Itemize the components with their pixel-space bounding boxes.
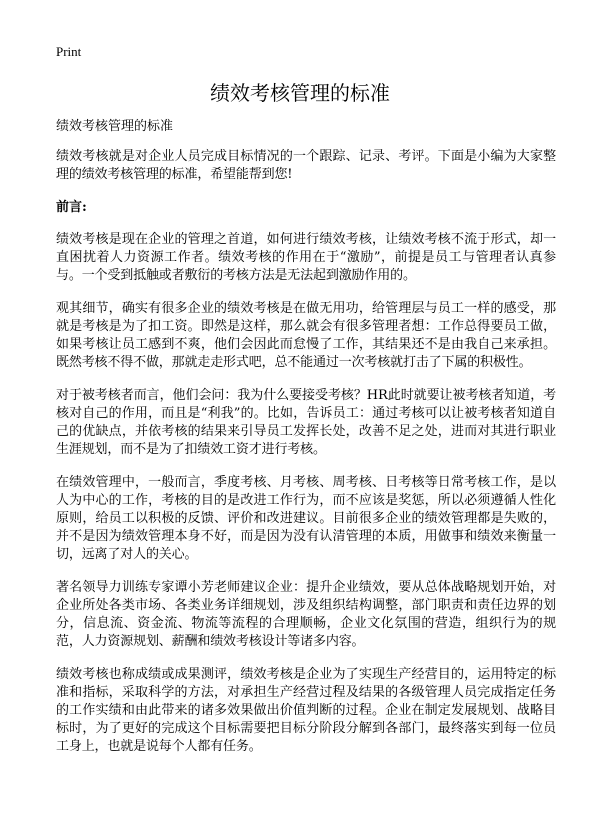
body-paragraph-6: 绩效考核也称成绩或成果测评，绩效考核是企业为了实现生产经营目的，运用特定的标准和指标，采取科学的方法，对承担生产经营过程及结果的各级管理人员完成指定任务的工作实绩和由此带来的诸多效果做出价值判断的过程。企业在制定发展规划、战略目标时，为了更好的完成这个目标需要把目标分阶段分解到各部门，最终落实到每一位员工身上，也就是说每个人都有任务。	[56, 667, 556, 754]
body-paragraph-2: 观其细节，确实有很多企业的绩效考核是在做无用功，给管理层与员工一样的感受，那就是考核是为了扣工资。即然是这样，那么就会有很多管理者想：工作总得要员工做，如果考核让员工感到不爽，他们会因此而怠慢了工作，其结果还不是由我自己来承担。既然考核不得不做，那就走走形式吧，总不能通过一次考核就打击了下属的积极性。	[56, 301, 556, 370]
body-paragraph-5: 著名领导力训练专家谭小芳老师建议企业：提升企业绩效，要从总体战略规划开始，对企业所处各类市场、各类业务详细规划，涉及组织结构调整，部门职责和责任边界的划分，信息流、资金流、物流等流程的合理顺畅，企业文化氛围的营造，组织行为的规范，人力资源规划、薪酬和绩效考核设计等诸多内容。	[56, 580, 556, 649]
body-paragraph-1: 绩效考核是现在企业的管理之首道，如何进行绩效考核，让绩效考核不流于形式，却一直困扰着人力资源工作者。绩效考核的作用在于“激励”，前提是员工与管理者认真参与。一个受到抵触或者敷衍的考核方法是无法起到激励作用的。	[56, 232, 556, 283]
body-paragraph-4: 在绩效管理中，一般而言，季度考核、月考核、周考核、日考核等日常考核工作，是以人为中心的工作，考核的目的是改进工作行为，而不应该是奖惩，所以必须遵循人性化原则，给员工以积极的反馈、评价和改进建议。目前很多企业的绩效管理都是失败的，并不是因为绩效管理本身不好，而是因为没有认清管理的本质，用做事和绩效来衡量一切，远离了对人的关心。	[56, 475, 556, 562]
section-heading: 前言:	[56, 200, 87, 215]
intro-paragraph: 绩效考核就是对企业人员完成目标情况的一个跟踪、记录、考评。下面是小编为大家整理的绩效考核管理的标准，希望能帮到您!	[56, 149, 556, 182]
document-subtitle: 绩效考核管理的标准	[56, 119, 174, 134]
print-link[interactable]: Print	[56, 44, 82, 59]
document-body	[56, 118, 556, 771]
page-title: 绩效考核管理的标准	[210, 81, 390, 105]
body-paragraph-3: 对于被考核者而言，他们会问：我为什么要接受考核？HR此时就要让被考核者知道，考核对自己的作用，而且是“利我”的。比如，告诉员工：通过考核可以让被考核者知道自己的优缺点，并依考核的结果来引导员工发挥长处，改善不足之处，进而对其进行职业生涯规划，而不是为了扣绩效工资才进行考核。	[56, 388, 556, 457]
